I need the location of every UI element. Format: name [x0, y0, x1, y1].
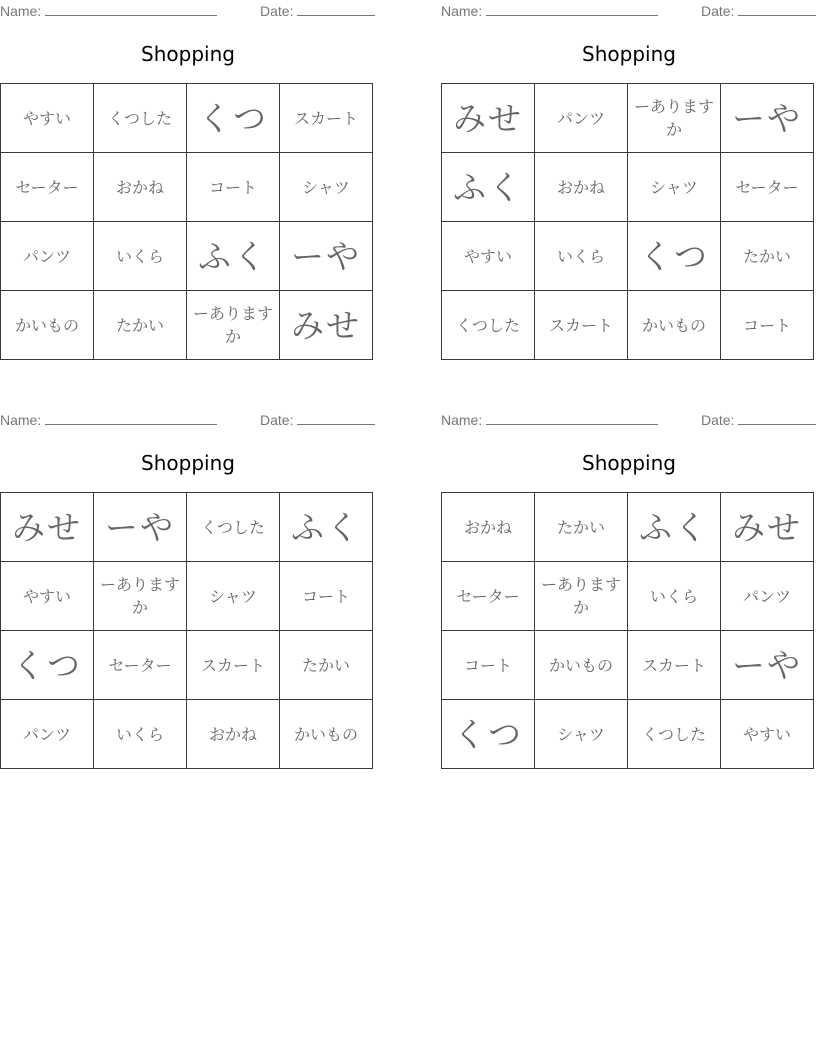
card-header	[441, 409, 816, 431]
bingo-grid	[0, 83, 373, 360]
grid-cell[interactable]: スカート	[280, 84, 373, 153]
grid-cell[interactable]: みせ	[1, 493, 94, 562]
grid-cell[interactable]: ーや	[94, 493, 187, 562]
grid-cell[interactable]: ーありますか	[535, 562, 628, 631]
grid-cell[interactable]: パンツ	[1, 222, 94, 291]
date-field[interactable]	[701, 412, 816, 428]
grid-cell[interactable]: かいもの	[1, 291, 94, 360]
grid-cell[interactable]: やすい	[442, 222, 535, 291]
grid-row	[1, 631, 373, 700]
card-title: Shopping	[582, 451, 676, 475]
grid-cell[interactable]: くつした	[94, 84, 187, 153]
date-blank[interactable]	[738, 3, 816, 16]
grid-cell[interactable]: ふく	[280, 493, 373, 562]
date-field[interactable]	[260, 412, 375, 428]
grid-row	[442, 84, 814, 153]
grid-cell[interactable]: シャツ	[280, 153, 373, 222]
grid-row	[442, 493, 814, 562]
name-field[interactable]	[441, 412, 658, 428]
name-label: Name:	[441, 412, 483, 428]
grid-cell[interactable]: みせ	[721, 493, 814, 562]
card-header	[0, 0, 376, 22]
grid-cell[interactable]: コート	[187, 153, 280, 222]
bingo-card-4	[441, 409, 816, 784]
name-label: Name:	[0, 3, 42, 19]
grid-cell[interactable]: おかね	[442, 493, 535, 562]
grid-row	[442, 631, 814, 700]
date-label: Date:	[701, 412, 735, 428]
grid-cell[interactable]: くつ	[628, 222, 721, 291]
grid-cell[interactable]: ーありますか	[187, 291, 280, 360]
grid-cell[interactable]: ーありますか	[628, 84, 721, 153]
grid-cell[interactable]: セーター	[94, 631, 187, 700]
grid-cell[interactable]: パンツ	[1, 700, 94, 769]
grid-cell[interactable]: ふく	[187, 222, 280, 291]
grid-cell[interactable]: セーター	[721, 153, 814, 222]
grid-cell[interactable]: おかね	[94, 153, 187, 222]
card-header	[441, 0, 816, 22]
grid-cell[interactable]: くつ	[187, 84, 280, 153]
bingo-card-2	[441, 0, 816, 375]
bingo-card-1	[0, 0, 376, 375]
grid-row	[1, 291, 373, 360]
grid-cell[interactable]: コート	[280, 562, 373, 631]
grid-cell[interactable]: おかね	[535, 153, 628, 222]
date-label: Date:	[260, 3, 294, 19]
grid-row	[1, 84, 373, 153]
grid-row	[442, 562, 814, 631]
grid-cell[interactable]: たかい	[280, 631, 373, 700]
card-header	[0, 409, 376, 431]
card-title: Shopping	[141, 451, 235, 475]
grid-cell[interactable]: いくら	[94, 700, 187, 769]
bingo-grid	[441, 492, 814, 769]
grid-row	[442, 291, 814, 360]
grid-cell[interactable]: ーや	[721, 84, 814, 153]
grid-cell[interactable]: いくら	[535, 222, 628, 291]
grid-cell[interactable]: くつした	[187, 493, 280, 562]
grid-cell[interactable]: たかい	[721, 222, 814, 291]
name-field[interactable]	[0, 3, 217, 19]
grid-cell[interactable]: かいもの	[280, 700, 373, 769]
grid-cell[interactable]: シャツ	[535, 700, 628, 769]
name-label: Name:	[441, 3, 483, 19]
grid-cell[interactable]: ふく	[628, 493, 721, 562]
name-blank[interactable]	[486, 3, 658, 16]
grid-cell[interactable]: シャツ	[628, 153, 721, 222]
date-field[interactable]	[701, 3, 816, 19]
grid-cell[interactable]: みせ	[280, 291, 373, 360]
grid-cell[interactable]: くつした	[628, 700, 721, 769]
grid-cell[interactable]: スカート	[187, 631, 280, 700]
grid-cell[interactable]: たかい	[535, 493, 628, 562]
grid-cell[interactable]: くつした	[442, 291, 535, 360]
grid-cell[interactable]: やすい	[1, 562, 94, 631]
name-field[interactable]	[0, 412, 217, 428]
name-blank[interactable]	[45, 3, 217, 16]
grid-cell[interactable]: かいもの	[628, 291, 721, 360]
grid-cell[interactable]: セーター	[1, 153, 94, 222]
name-blank[interactable]	[486, 412, 658, 425]
grid-cell[interactable]: やすい	[721, 700, 814, 769]
date-blank[interactable]	[297, 412, 375, 425]
bingo-grid	[0, 492, 373, 769]
grid-cell[interactable]: おかね	[187, 700, 280, 769]
name-field[interactable]	[441, 3, 658, 19]
bingo-card-3	[0, 409, 376, 784]
grid-cell[interactable]: スカート	[535, 291, 628, 360]
name-label: Name:	[0, 412, 42, 428]
name-blank[interactable]	[45, 412, 217, 425]
bingo-grid	[441, 83, 814, 360]
date-label: Date:	[701, 3, 735, 19]
grid-row	[442, 222, 814, 291]
grid-row	[1, 493, 373, 562]
grid-row	[1, 153, 373, 222]
grid-cell[interactable]: シャツ	[187, 562, 280, 631]
grid-cell[interactable]: たかい	[94, 291, 187, 360]
grid-cell[interactable]: ーや	[280, 222, 373, 291]
grid-row	[1, 562, 373, 631]
date-label: Date:	[260, 412, 294, 428]
grid-row	[1, 222, 373, 291]
grid-cell[interactable]: ーありますか	[94, 562, 187, 631]
date-blank[interactable]	[738, 412, 816, 425]
grid-row	[442, 153, 814, 222]
grid-row	[1, 700, 373, 769]
date-field[interactable]	[260, 3, 375, 19]
grid-cell[interactable]: ふく	[442, 153, 535, 222]
grid-cell[interactable]: くつ	[442, 700, 535, 769]
grid-cell[interactable]: いくら	[94, 222, 187, 291]
grid-cell[interactable]: セーター	[442, 562, 535, 631]
card-title: Shopping	[582, 42, 676, 66]
grid-cell[interactable]: コート	[442, 631, 535, 700]
grid-cell[interactable]: やすい	[1, 84, 94, 153]
grid-cell[interactable]: かいもの	[535, 631, 628, 700]
grid-cell[interactable]: みせ	[442, 84, 535, 153]
grid-row	[442, 700, 814, 769]
grid-cell[interactable]: いくら	[628, 562, 721, 631]
grid-cell[interactable]: コート	[721, 291, 814, 360]
grid-cell[interactable]: パンツ	[535, 84, 628, 153]
date-blank[interactable]	[297, 3, 375, 16]
grid-cell[interactable]: パンツ	[721, 562, 814, 631]
grid-cell[interactable]: くつ	[1, 631, 94, 700]
card-title: Shopping	[141, 42, 235, 66]
grid-cell[interactable]: ーや	[721, 631, 814, 700]
grid-cell[interactable]: スカート	[628, 631, 721, 700]
